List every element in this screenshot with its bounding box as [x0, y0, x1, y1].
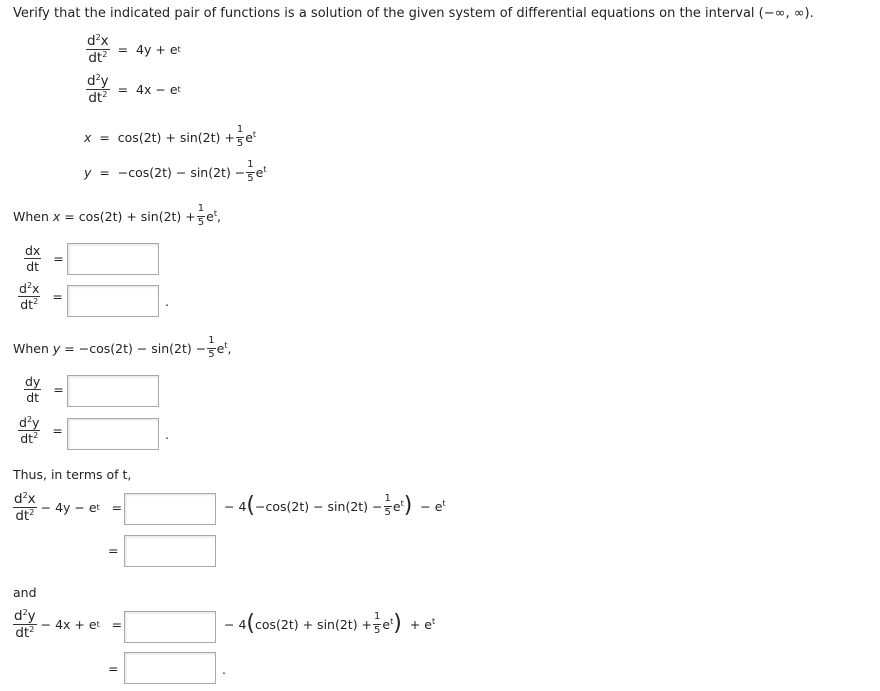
thus-text: Thus, in terms of t, — [13, 467, 132, 482]
dxdt-input[interactable] — [67, 243, 159, 275]
x-definition: x = cos(2t) + sin(2t) + $\frac{1}{5}$ $e^t$ — [84, 124, 257, 149]
system-eq-1: $\frac{d^2x}{dt^2}$ = 4y + e t — [87, 33, 181, 67]
check2-input-a[interactable] — [124, 611, 216, 643]
period: . — [165, 427, 169, 442]
check2-input-b[interactable] — [124, 652, 216, 684]
problem-prompt: Verify that the indicated pair of functions is a solution of the given system of differential equations on the interval (−∞, ∞). — [13, 6, 814, 21]
eq2-rhs: 4x − e — [136, 82, 178, 98]
d2ydt2-label: $\frac{d^2y}{dt^2}$ = — [19, 415, 63, 447]
y-definition: y = −cos(2t) − sin(2t) − $\frac{1}{5}$ $e^t$ — [84, 159, 267, 184]
check1-input-a[interactable] — [124, 493, 216, 525]
period: . — [222, 662, 226, 677]
check1-input-b[interactable] — [124, 535, 216, 567]
and-text: and — [13, 585, 37, 600]
eq1-rhs: 4y + e — [136, 42, 178, 58]
d2xdt2-label: $\frac{d^2x}{dt^2}$ = — [19, 281, 63, 313]
period: . — [165, 294, 169, 309]
equals-sign: = — [108, 661, 119, 676]
dydt-label: $\frac{dy}{dt}$ = — [25, 374, 64, 406]
d2xdt2-input[interactable] — [67, 285, 159, 317]
when-y-line: When y = −cos(2t) − sin(2t) − $\frac{1}{5}$ $e^t$, — [13, 335, 232, 360]
system-eq-2: $\frac{d^2y}{dt^2}$ = 4x − e t — [87, 73, 181, 107]
d2ydt2-input[interactable] — [67, 418, 159, 450]
equals-sign: = — [108, 543, 119, 558]
dxdt-label: $\frac{dx}{dt}$ = — [25, 243, 64, 275]
dydt-input[interactable] — [67, 375, 159, 407]
check1-rhs: − 4 ( −cos(2t) − sin(2t) − $\frac{1}{5}$ $e^t$ ) − $e^t$ — [224, 493, 446, 518]
check2-rhs: − 4 ( cos(2t) + sin(2t) + $\frac{1}{5}$ $e^t$ ) + $e^t$ — [224, 611, 436, 636]
check2-lhs: $\frac{d^2y}{dt^2}$ − 4x + e t = — [14, 608, 123, 642]
when-x-line: When x = cos(2t) + sin(2t) + $\frac{1}{5}$ $e^t$, — [13, 203, 221, 228]
check1-lhs: $\frac{d^2x}{dt^2}$ − 4y − e t = — [14, 491, 123, 525]
